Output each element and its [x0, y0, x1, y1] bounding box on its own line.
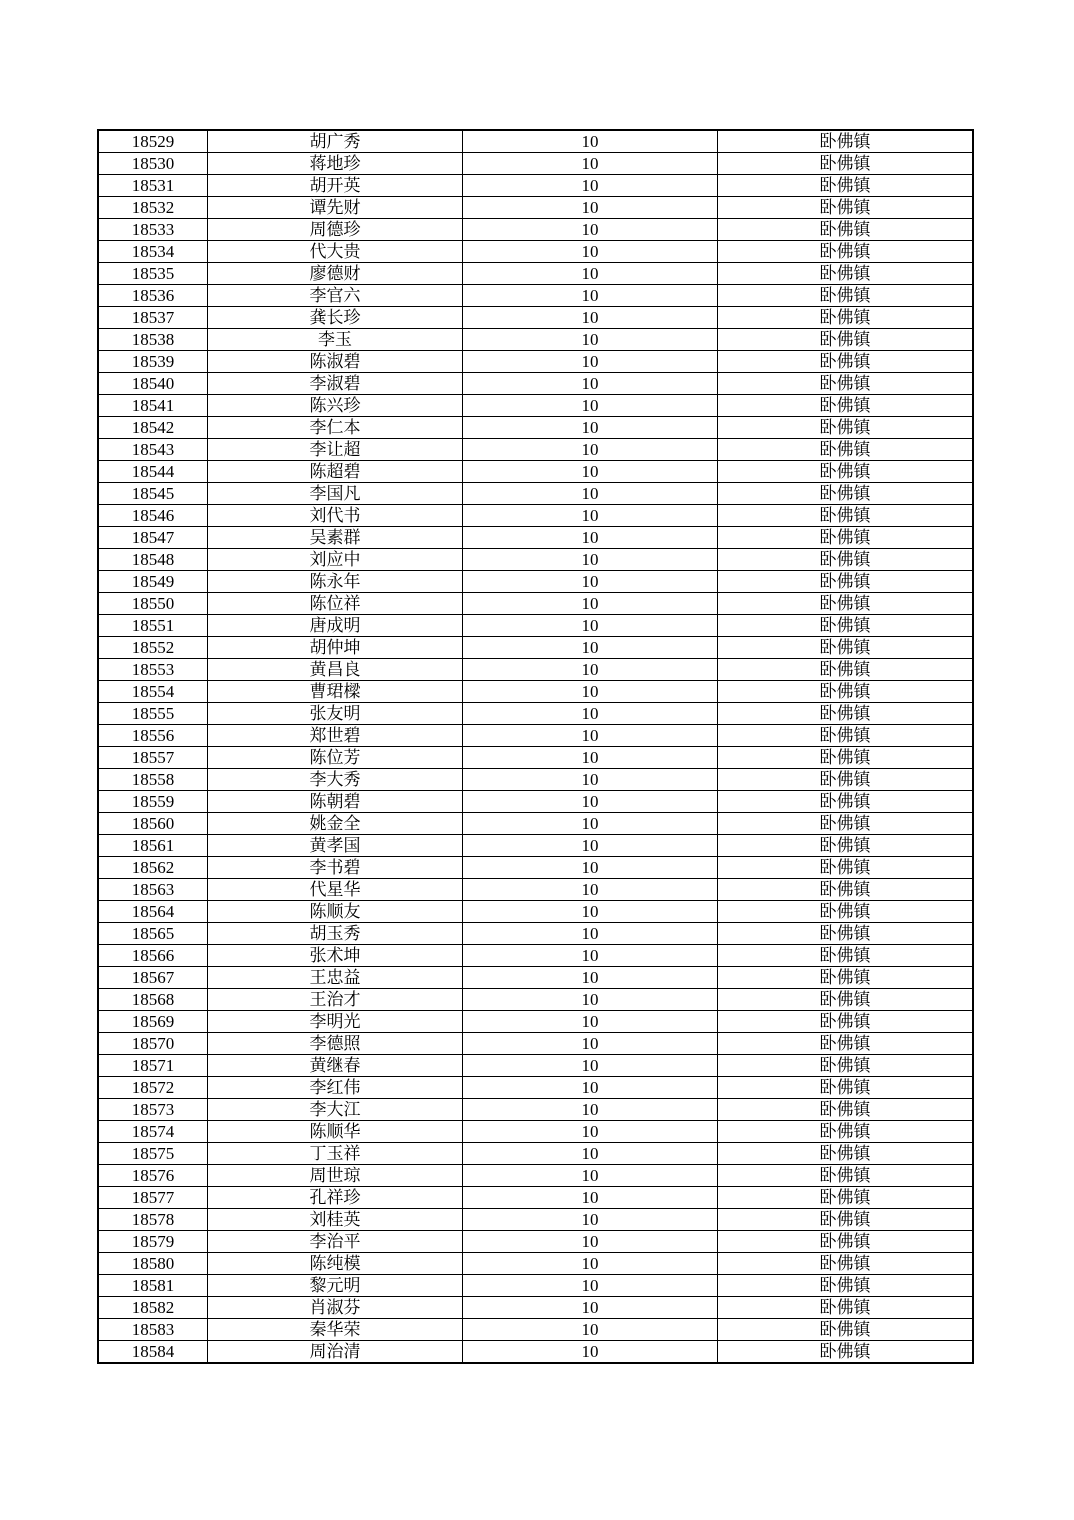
table-row [98, 351, 973, 373]
row-id-cell: 18552 [98, 637, 208, 659]
name-cell: 刘桂英 [208, 1209, 463, 1231]
town-cell: 卧佛镇 [718, 659, 974, 681]
town-cell: 卧佛镇 [718, 505, 974, 527]
row-id-cell: 18548 [98, 549, 208, 571]
table-row [98, 681, 973, 703]
table-row [98, 967, 973, 989]
table-row [98, 263, 973, 285]
name-cell: 黄继春 [208, 1055, 463, 1077]
name-cell: 周世琼 [208, 1165, 463, 1187]
amount-cell: 10 [463, 395, 718, 417]
name-cell: 陈位芳 [208, 747, 463, 769]
amount-cell: 10 [463, 549, 718, 571]
name-cell: 陈兴珍 [208, 395, 463, 417]
town-cell: 卧佛镇 [718, 417, 974, 439]
town-cell: 卧佛镇 [718, 527, 974, 549]
table-row [98, 1143, 973, 1165]
row-id-cell: 18533 [98, 219, 208, 241]
row-id-cell: 18572 [98, 1077, 208, 1099]
name-cell: 李大江 [208, 1099, 463, 1121]
town-cell: 卧佛镇 [718, 241, 974, 263]
table-row [98, 153, 973, 175]
table-row [98, 1121, 973, 1143]
table-body [98, 130, 973, 1363]
row-id-cell: 18529 [98, 130, 208, 153]
row-id-cell: 18564 [98, 901, 208, 923]
name-cell: 陈朝碧 [208, 791, 463, 813]
amount-cell: 10 [463, 373, 718, 395]
name-cell: 廖德财 [208, 263, 463, 285]
amount-cell: 10 [463, 1187, 718, 1209]
name-cell: 姚金全 [208, 813, 463, 835]
name-cell: 张术坤 [208, 945, 463, 967]
town-cell: 卧佛镇 [718, 747, 974, 769]
town-cell: 卧佛镇 [718, 989, 974, 1011]
table-row [98, 417, 973, 439]
amount-cell: 10 [463, 857, 718, 879]
name-cell: 陈超碧 [208, 461, 463, 483]
table-row [98, 901, 973, 923]
amount-cell: 10 [463, 197, 718, 219]
row-id-cell: 18536 [98, 285, 208, 307]
amount-cell: 10 [463, 1165, 718, 1187]
town-cell: 卧佛镇 [718, 1253, 974, 1275]
town-cell: 卧佛镇 [718, 1209, 974, 1231]
table-row [98, 813, 973, 835]
amount-cell: 10 [463, 1253, 718, 1275]
town-cell: 卧佛镇 [718, 197, 974, 219]
table-row [98, 769, 973, 791]
amount-cell: 10 [463, 1099, 718, 1121]
name-cell: 王忠益 [208, 967, 463, 989]
name-cell: 李淑碧 [208, 373, 463, 395]
table-row [98, 879, 973, 901]
row-id-cell: 18550 [98, 593, 208, 615]
town-cell: 卧佛镇 [718, 130, 974, 153]
row-id-cell: 18532 [98, 197, 208, 219]
table-row [98, 615, 973, 637]
town-cell: 卧佛镇 [718, 1187, 974, 1209]
row-id-cell: 18570 [98, 1033, 208, 1055]
amount-cell: 10 [463, 571, 718, 593]
table-row [98, 725, 973, 747]
amount-cell: 10 [463, 1275, 718, 1297]
table-row [98, 1165, 973, 1187]
row-id-cell: 18535 [98, 263, 208, 285]
town-cell: 卧佛镇 [718, 175, 974, 197]
table-row [98, 1275, 973, 1297]
name-cell: 李德照 [208, 1033, 463, 1055]
name-cell: 李玉 [208, 329, 463, 351]
amount-cell: 10 [463, 681, 718, 703]
row-id-cell: 18580 [98, 1253, 208, 1275]
row-id-cell: 18547 [98, 527, 208, 549]
table-row [98, 1187, 973, 1209]
name-cell: 孔祥珍 [208, 1187, 463, 1209]
amount-cell: 10 [463, 1055, 718, 1077]
town-cell: 卧佛镇 [718, 725, 974, 747]
town-cell: 卧佛镇 [718, 835, 974, 857]
row-id-cell: 18530 [98, 153, 208, 175]
table-row [98, 923, 973, 945]
name-cell: 胡广秀 [208, 130, 463, 153]
amount-cell: 10 [463, 439, 718, 461]
amount-cell: 10 [463, 659, 718, 681]
row-id-cell: 18549 [98, 571, 208, 593]
amount-cell: 10 [463, 153, 718, 175]
table-row [98, 505, 973, 527]
town-cell: 卧佛镇 [718, 901, 974, 923]
town-cell: 卧佛镇 [718, 791, 974, 813]
row-id-cell: 18573 [98, 1099, 208, 1121]
table-row [98, 1319, 973, 1341]
row-id-cell: 18569 [98, 1011, 208, 1033]
name-cell: 黄孝国 [208, 835, 463, 857]
town-cell: 卧佛镇 [718, 153, 974, 175]
row-id-cell: 18575 [98, 1143, 208, 1165]
table-row [98, 791, 973, 813]
amount-cell: 10 [463, 527, 718, 549]
town-cell: 卧佛镇 [718, 703, 974, 725]
table-row [98, 857, 973, 879]
name-cell: 曹珺樑 [208, 681, 463, 703]
row-id-cell: 18541 [98, 395, 208, 417]
town-cell: 卧佛镇 [718, 571, 974, 593]
amount-cell: 10 [463, 615, 718, 637]
row-id-cell: 18567 [98, 967, 208, 989]
table-row [98, 1341, 973, 1364]
row-id-cell: 18559 [98, 791, 208, 813]
table-row [98, 835, 973, 857]
amount-cell: 10 [463, 1319, 718, 1341]
name-cell: 肖淑芬 [208, 1297, 463, 1319]
town-cell: 卧佛镇 [718, 1297, 974, 1319]
amount-cell: 10 [463, 1231, 718, 1253]
row-id-cell: 18555 [98, 703, 208, 725]
table-row [98, 1209, 973, 1231]
row-id-cell: 18558 [98, 769, 208, 791]
name-cell: 李仁本 [208, 417, 463, 439]
table-row [98, 219, 973, 241]
row-id-cell: 18546 [98, 505, 208, 527]
town-cell: 卧佛镇 [718, 1319, 974, 1341]
amount-cell: 10 [463, 593, 718, 615]
table-row [98, 659, 973, 681]
table-row [98, 395, 973, 417]
row-id-cell: 18538 [98, 329, 208, 351]
amount-cell: 10 [463, 285, 718, 307]
table-row [98, 1055, 973, 1077]
row-id-cell: 18539 [98, 351, 208, 373]
amount-cell: 10 [463, 461, 718, 483]
row-id-cell: 18565 [98, 923, 208, 945]
amount-cell: 10 [463, 1209, 718, 1231]
town-cell: 卧佛镇 [718, 769, 974, 791]
table-row [98, 549, 973, 571]
name-cell: 李大秀 [208, 769, 463, 791]
town-cell: 卧佛镇 [718, 879, 974, 901]
table-row [98, 1231, 973, 1253]
name-cell: 王治才 [208, 989, 463, 1011]
town-cell: 卧佛镇 [718, 439, 974, 461]
name-cell: 谭先财 [208, 197, 463, 219]
town-cell: 卧佛镇 [718, 1099, 974, 1121]
row-id-cell: 18537 [98, 307, 208, 329]
name-cell: 吴素群 [208, 527, 463, 549]
table-row [98, 241, 973, 263]
town-cell: 卧佛镇 [718, 1011, 974, 1033]
row-id-cell: 18578 [98, 1209, 208, 1231]
table-row [98, 307, 973, 329]
town-cell: 卧佛镇 [718, 549, 974, 571]
town-cell: 卧佛镇 [718, 681, 974, 703]
town-cell: 卧佛镇 [718, 1165, 974, 1187]
name-cell: 李治平 [208, 1231, 463, 1253]
amount-cell: 10 [463, 813, 718, 835]
amount-cell: 10 [463, 505, 718, 527]
row-id-cell: 18556 [98, 725, 208, 747]
amount-cell: 10 [463, 725, 718, 747]
row-id-cell: 18540 [98, 373, 208, 395]
town-cell: 卧佛镇 [718, 945, 974, 967]
town-cell: 卧佛镇 [718, 285, 974, 307]
row-id-cell: 18551 [98, 615, 208, 637]
name-cell: 李让超 [208, 439, 463, 461]
table-row [98, 329, 973, 351]
amount-cell: 10 [463, 1341, 718, 1364]
town-cell: 卧佛镇 [718, 307, 974, 329]
name-cell: 秦华荣 [208, 1319, 463, 1341]
row-id-cell: 18557 [98, 747, 208, 769]
amount-cell: 10 [463, 703, 718, 725]
town-cell: 卧佛镇 [718, 1033, 974, 1055]
amount-cell: 10 [463, 351, 718, 373]
name-cell: 黄昌良 [208, 659, 463, 681]
row-id-cell: 18545 [98, 483, 208, 505]
row-id-cell: 18531 [98, 175, 208, 197]
name-cell: 刘应中 [208, 549, 463, 571]
town-cell: 卧佛镇 [718, 857, 974, 879]
amount-cell: 10 [463, 989, 718, 1011]
name-cell: 黎元明 [208, 1275, 463, 1297]
amount-cell: 10 [463, 175, 718, 197]
row-id-cell: 18568 [98, 989, 208, 1011]
row-id-cell: 18542 [98, 417, 208, 439]
row-id-cell: 18553 [98, 659, 208, 681]
amount-cell: 10 [463, 130, 718, 153]
town-cell: 卧佛镇 [718, 263, 974, 285]
table-row [98, 1253, 973, 1275]
amount-cell: 10 [463, 1143, 718, 1165]
town-cell: 卧佛镇 [718, 1077, 974, 1099]
town-cell: 卧佛镇 [718, 351, 974, 373]
name-cell: 蒋地珍 [208, 153, 463, 175]
table-row [98, 703, 973, 725]
amount-cell: 10 [463, 769, 718, 791]
row-id-cell: 18579 [98, 1231, 208, 1253]
name-cell: 周德珍 [208, 219, 463, 241]
amount-cell: 10 [463, 307, 718, 329]
town-cell: 卧佛镇 [718, 1143, 974, 1165]
row-id-cell: 18554 [98, 681, 208, 703]
name-cell: 李国凡 [208, 483, 463, 505]
table-row [98, 1033, 973, 1055]
table-row [98, 747, 973, 769]
name-cell: 丁玉祥 [208, 1143, 463, 1165]
name-cell: 胡开英 [208, 175, 463, 197]
row-id-cell: 18571 [98, 1055, 208, 1077]
table-row [98, 571, 973, 593]
name-cell: 陈顺华 [208, 1121, 463, 1143]
amount-cell: 10 [463, 1011, 718, 1033]
row-id-cell: 18576 [98, 1165, 208, 1187]
amount-cell: 10 [463, 1077, 718, 1099]
name-cell: 陈永年 [208, 571, 463, 593]
table-row [98, 175, 973, 197]
row-id-cell: 18581 [98, 1275, 208, 1297]
town-cell: 卧佛镇 [718, 923, 974, 945]
name-cell: 郑世碧 [208, 725, 463, 747]
town-cell: 卧佛镇 [718, 219, 974, 241]
row-id-cell: 18577 [98, 1187, 208, 1209]
town-cell: 卧佛镇 [718, 373, 974, 395]
table-row [98, 197, 973, 219]
row-id-cell: 18543 [98, 439, 208, 461]
table-row [98, 527, 973, 549]
table-row [98, 373, 973, 395]
name-cell: 陈淑碧 [208, 351, 463, 373]
table-row [98, 1099, 973, 1121]
amount-cell: 10 [463, 1297, 718, 1319]
table-row [98, 285, 973, 307]
town-cell: 卧佛镇 [718, 637, 974, 659]
amount-cell: 10 [463, 879, 718, 901]
table-row [98, 483, 973, 505]
name-cell: 李明光 [208, 1011, 463, 1033]
name-cell: 李官六 [208, 285, 463, 307]
name-cell: 陈纯模 [208, 1253, 463, 1275]
amount-cell: 10 [463, 1121, 718, 1143]
name-cell: 代星华 [208, 879, 463, 901]
name-cell: 陈顺友 [208, 901, 463, 923]
amount-cell: 10 [463, 329, 718, 351]
amount-cell: 10 [463, 835, 718, 857]
amount-cell: 10 [463, 483, 718, 505]
name-cell: 胡仲坤 [208, 637, 463, 659]
row-id-cell: 18563 [98, 879, 208, 901]
row-id-cell: 18534 [98, 241, 208, 263]
table-row [98, 637, 973, 659]
amount-cell: 10 [463, 945, 718, 967]
row-id-cell: 18560 [98, 813, 208, 835]
name-cell: 陈位祥 [208, 593, 463, 615]
town-cell: 卧佛镇 [718, 615, 974, 637]
row-id-cell: 18544 [98, 461, 208, 483]
amount-cell: 10 [463, 637, 718, 659]
row-id-cell: 18561 [98, 835, 208, 857]
amount-cell: 10 [463, 241, 718, 263]
amount-cell: 10 [463, 417, 718, 439]
name-cell: 龚长珍 [208, 307, 463, 329]
table-row [98, 1011, 973, 1033]
name-cell: 胡玉秀 [208, 923, 463, 945]
table-row [98, 945, 973, 967]
name-cell: 刘代书 [208, 505, 463, 527]
row-id-cell: 18574 [98, 1121, 208, 1143]
name-cell: 李红伟 [208, 1077, 463, 1099]
row-id-cell: 18583 [98, 1319, 208, 1341]
table-row [98, 1297, 973, 1319]
name-cell: 代大贵 [208, 241, 463, 263]
amount-cell: 10 [463, 901, 718, 923]
table-row [98, 439, 973, 461]
table-row [98, 989, 973, 1011]
town-cell: 卧佛镇 [718, 395, 974, 417]
table-row [98, 593, 973, 615]
amount-cell: 10 [463, 219, 718, 241]
amount-cell: 10 [463, 263, 718, 285]
name-cell: 周治清 [208, 1341, 463, 1364]
amount-cell: 10 [463, 1033, 718, 1055]
town-cell: 卧佛镇 [718, 329, 974, 351]
town-cell: 卧佛镇 [718, 593, 974, 615]
data-table [97, 129, 974, 1364]
name-cell: 张友明 [208, 703, 463, 725]
town-cell: 卧佛镇 [718, 1341, 974, 1364]
town-cell: 卧佛镇 [718, 967, 974, 989]
amount-cell: 10 [463, 923, 718, 945]
row-id-cell: 18582 [98, 1297, 208, 1319]
amount-cell: 10 [463, 967, 718, 989]
town-cell: 卧佛镇 [718, 1231, 974, 1253]
town-cell: 卧佛镇 [718, 461, 974, 483]
table-row [98, 130, 973, 153]
amount-cell: 10 [463, 791, 718, 813]
town-cell: 卧佛镇 [718, 813, 974, 835]
town-cell: 卧佛镇 [718, 1121, 974, 1143]
row-id-cell: 18584 [98, 1341, 208, 1364]
town-cell: 卧佛镇 [718, 1275, 974, 1297]
name-cell: 唐成明 [208, 615, 463, 637]
town-cell: 卧佛镇 [718, 1055, 974, 1077]
amount-cell: 10 [463, 747, 718, 769]
town-cell: 卧佛镇 [718, 483, 974, 505]
name-cell: 李书碧 [208, 857, 463, 879]
table-row [98, 461, 973, 483]
row-id-cell: 18562 [98, 857, 208, 879]
row-id-cell: 18566 [98, 945, 208, 967]
table-row [98, 1077, 973, 1099]
